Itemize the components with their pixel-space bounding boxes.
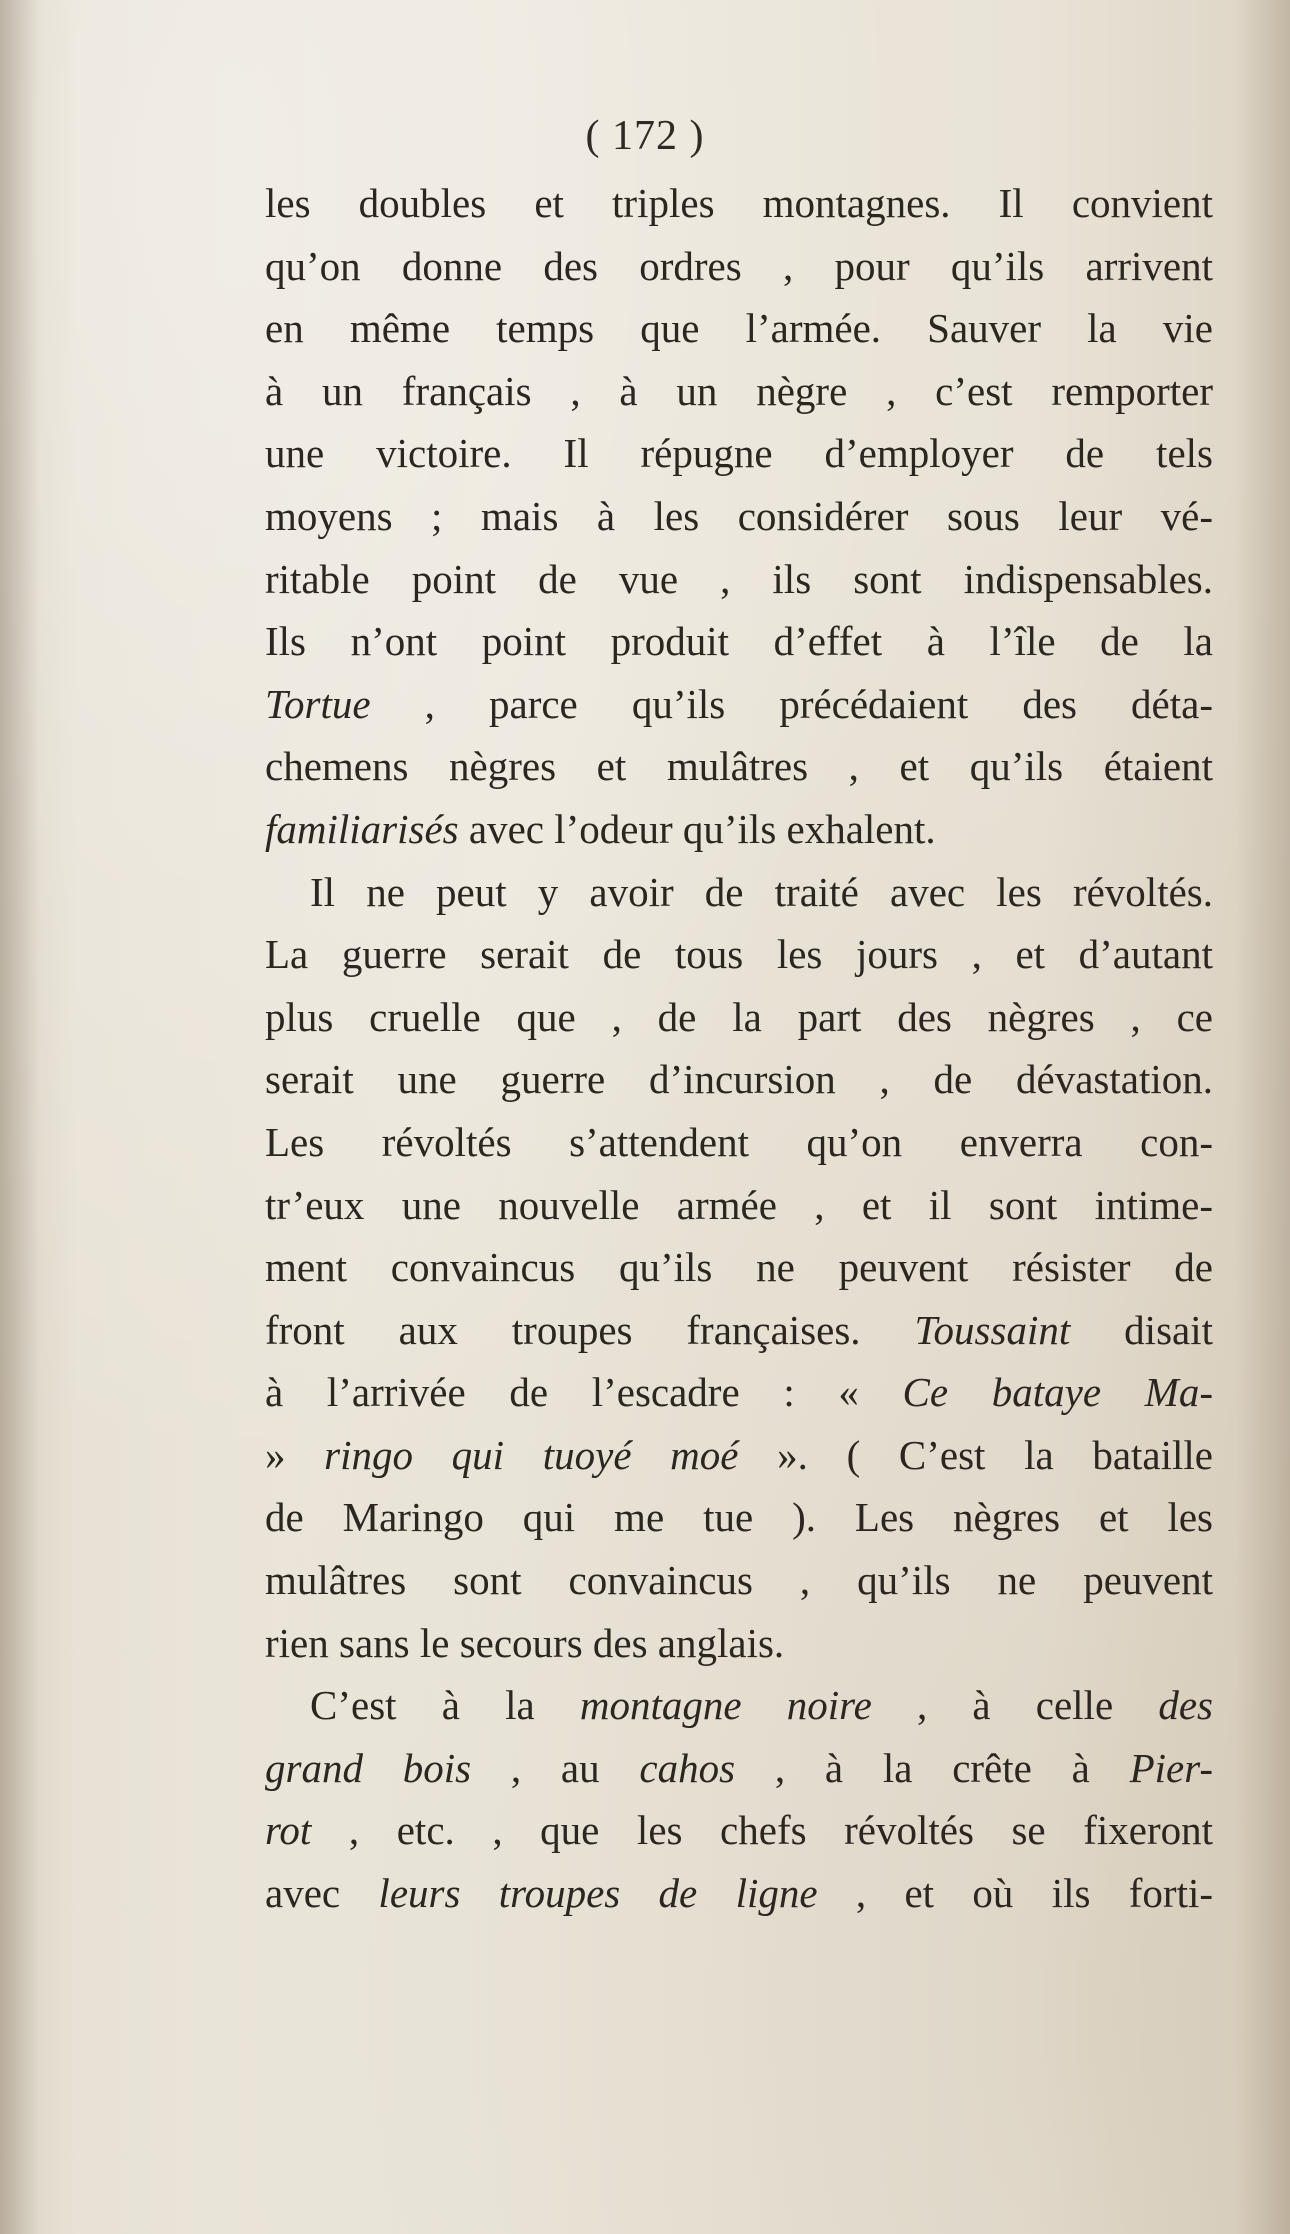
text-line <box>265 1048 1213 1111</box>
text-segment: , etc. , que les chefs révoltés se fixeront <box>311 1807 1213 1854</box>
italic-text: montagne noire <box>579 1682 872 1729</box>
text-line <box>265 360 1213 423</box>
italic-text: des <box>1158 1682 1213 1729</box>
text-line <box>265 861 1213 924</box>
text-segment: , à la crête à <box>735 1744 1130 1791</box>
italic-text: grand bois <box>265 1744 472 1791</box>
text-line <box>265 485 1213 548</box>
text-line <box>265 548 1213 611</box>
italic-text: Toussaint <box>914 1306 1071 1353</box>
text-line <box>265 986 1213 1049</box>
text-segment: en même temps que l’armée. Sauver la vie <box>265 305 1213 352</box>
text-line <box>265 297 1213 360</box>
text-segment: , au <box>471 1744 640 1791</box>
text-line <box>265 1424 1213 1487</box>
text-segment: tr’eux une nouvelle armée , et il sont intime- <box>265 1181 1213 1228</box>
italic-text: cahos <box>639 1744 736 1791</box>
text-segment: Les révoltés s’attendent qu’on enverra con- <box>265 1118 1213 1165</box>
text-line <box>265 1361 1213 1424</box>
text-segment: C’est à la <box>310 1682 580 1729</box>
text-segment: de Maringo qui me tue ). Les nègres et les <box>265 1494 1213 1541</box>
text-line <box>265 735 1213 798</box>
text-segment: les doubles et triples montagnes. Il convient <box>265 180 1213 226</box>
text-line <box>265 1737 1213 1800</box>
text-segment: une victoire. Il répugne d’employer de tels <box>265 430 1213 477</box>
italic-text: ringo qui tuoyé moé <box>324 1431 739 1478</box>
text-segment: plus cruelle que , de la part des nègres , ce <box>265 993 1213 1040</box>
text-line <box>265 422 1213 485</box>
text-segment: mulâtres sont convaincus , qu’ils ne peuvent <box>265 1557 1213 1604</box>
text-line <box>265 172 1213 235</box>
body-text <box>265 172 1213 1925</box>
text-segment: ment convaincus qu’ils ne peuvent résister de <box>265 1244 1213 1291</box>
text-segment: avec <box>265 1870 379 1917</box>
text-line <box>265 1799 1213 1862</box>
text-segment: , à celle <box>871 1682 1159 1729</box>
italic-text: rot <box>265 1807 312 1854</box>
text-line <box>265 610 1213 673</box>
text-segment: , parce qu’ils précédaient des déta- <box>370 680 1213 727</box>
text-segment: chemens nègres et mulâtres , et qu’ils étaient <box>265 743 1213 790</box>
text-line <box>265 1174 1213 1237</box>
italic-text: familiarisés <box>265 805 459 852</box>
italic-text: Ce bataye Ma- <box>902 1369 1213 1416</box>
text-line <box>265 798 1213 861</box>
text-segment: serait une guerre d’incursion , de dévastation. <box>265 1056 1213 1103</box>
text-line <box>265 1862 1213 1925</box>
text-segment: Il ne peut y avoir de traité avec les révoltés. <box>310 868 1213 915</box>
italic-text: Pier- <box>1129 1744 1214 1791</box>
text-line <box>265 1674 1213 1737</box>
text-line <box>265 1236 1213 1299</box>
text-segment: moyens ; mais à les considérer sous leur vé- <box>265 492 1213 539</box>
text-segment: avec l’odeur qu’ils exhalent. <box>458 805 936 852</box>
text-line <box>265 923 1213 986</box>
text-segment: ritable point de vue , ils sont indispensables. <box>265 555 1213 602</box>
text-segment: , et où ils forti- <box>817 1870 1214 1917</box>
text-segment: ». ( C’est la bataille <box>738 1431 1214 1478</box>
text-segment: à un français , à un nègre , c’est remporter <box>265 367 1213 414</box>
text-line <box>265 1111 1213 1174</box>
italic-text: Tortue <box>265 680 371 727</box>
page-number: ( 172 ) <box>585 113 705 159</box>
text-segment: qu’on donne des ordres , pour qu’ils arrivent <box>265 242 1213 289</box>
text-segment: » <box>265 1431 325 1478</box>
text-line <box>265 1612 1213 1675</box>
text-segment: disait <box>1070 1306 1213 1353</box>
text-line <box>265 235 1213 298</box>
italic-text: leurs troupes de ligne <box>378 1870 818 1917</box>
text-segment: La guerre serait de tous les jours , et d’autant <box>265 931 1213 978</box>
text-line <box>265 1486 1213 1549</box>
text-segment: rien sans le secours des anglais. <box>265 1619 785 1666</box>
text-line <box>265 1549 1213 1612</box>
text-line <box>265 1299 1213 1362</box>
text-line <box>265 673 1213 736</box>
text-segment: à l’arrivée de l’escadre : « <box>265 1369 903 1416</box>
text-segment: front aux troupes françaises. <box>265 1306 915 1353</box>
text-segment: Ils n’ont point produit d’effet à l’île de la <box>265 618 1213 665</box>
